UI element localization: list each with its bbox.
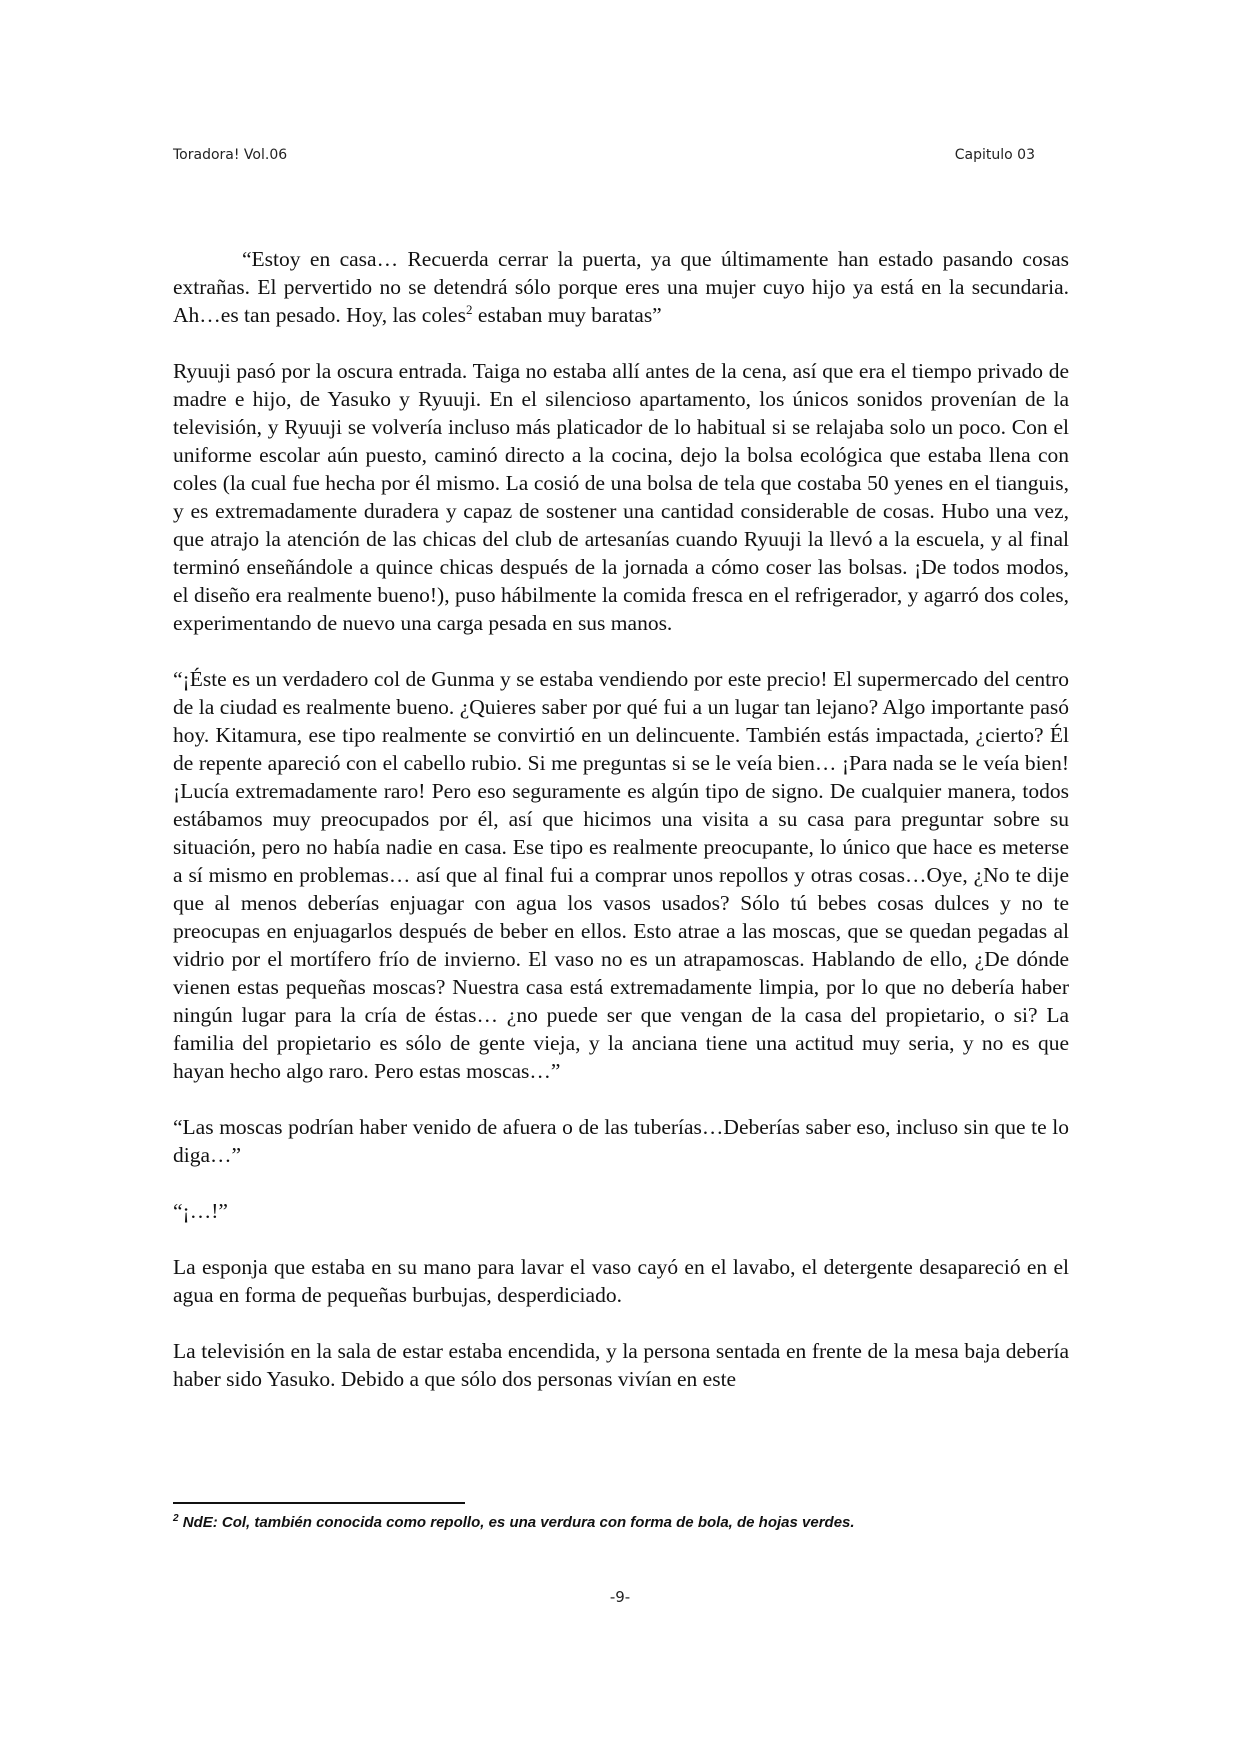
running-header [173,147,1035,163]
paragraph-2: Ryuuji pasó por la oscura entrada. Taiga no estaba allí antes de la cena, así que era el tiempo privado de madre e hijo, de Yasuko y Ryuuji. En el silencioso apartamento, los únicos sonidos provenían de la televisión, y Ryuuji se volvería incluso más platicador de lo habitual si se relajaba solo un poco. Con el uniforme escolar aún puesto, caminó directo a la cocina, dejo la bolsa ecológica que estaba llena con coles (la cual fue hecha por él mismo. La cosió de una bolsa de tela que costaba 50 yenes en el tianguis, y es extremadamente duradera y capaz de sostener una cantidad considerable de cosas. Hubo una vez, que atrajo la atención de las chicas del club de artesanías cuando Ryuuji la llevó a la escuela, y al final terminó enseñándole a quince chicas después de la jornada a cómo coser las bolsas. ¡De todos modos, el diseño era realmente bueno!), puso hábilmente la comida fresca en el refrigerador, y agarró dos coles, experimentando de nuevo una carga pesada en sus manos. [173,359,1069,635]
paragraph-4: “Las moscas podrían haber venido de afuera o de las tuberías…Deberías saber eso, incluso sin que te lo diga…” [173,1115,1069,1167]
footnote-text: NdE: Col, también conocida como repollo, es una verdura con forma de bola, de hojas verdes. [178,1514,855,1531]
paragraph-7: La televisión en la sala de estar estaba encendida, y la persona sentada en frente de la mesa baja debería haber sido Yasuko. Debido a que sólo dos personas vivían en este [173,1339,1069,1391]
footnote-number: 2 [173,1513,179,1524]
footnote [173,1514,1069,1531]
footnote-reference: 2 [465,301,473,317]
footnote-divider [173,1502,465,1504]
header-book-title: Toradora! Vol.06 [173,147,288,163]
paragraph-1-text-end: estaban muy baratas” [472,303,662,327]
paragraph-1-text: “Estoy en casa… Recuerda cerrar la puerta, ya que últimamente han estado pasando cosas extrañas. El pervertido no se detendrá sólo porque eres una mujer cuyo hijo ya está en la secundaria. Ah…es tan pesado. Hoy, las coles [173,247,1069,327]
paragraph-3: “¡Éste es un verdadero col de Gunma y se estaba vendiendo por este precio! El supermercado del centro de la ciudad es realmente bueno. ¿Quieres saber por qué fui a un lugar tan lejano? Algo importante pasó hoy. Kitamura, ese tipo realmente se convirtió en un delincuente. También estás impactada, ¿cierto? Él de repente apareció con el cabello rubio. Si me preguntas si se le veía bien… ¡Para nada se le veía bien! ¡Lucía extremadamente raro! Pero eso seguramente es algún tipo de signo. De cualquier manera, todos estábamos muy preocupados por él, así que hicimos una visita a su casa para preguntar sobre su situación, pero no había nadie en casa. Ese tipo es realmente preocupante, lo único que hace es meterse a sí mismo en problemas… así que al final fui a comprar unos repollos y otras cosas…Oye, ¿No te dije que al menos deberías enjuagar con agua los vasos usados? Sólo tú bebes cosas dulces y no te preocupas en enjuagarlos después de beber en ellos. Esto atrae a las moscas, que se quedan pegadas al vidrio por el mortífero frío de invierno. El vaso no es un atrapamoscas. Hablando de ello, ¿De dónde vienen estas pequeñas moscas? Nuestra casa está extremadamente limpia, por lo que no debería haber ningún lugar para la cría de éstas… ¿no puede ser que vengan de la casa del propietario, o si? La familia del propietario es sólo de gente vieja, y la anciana tiene una actitud muy seria, y no es que hayan hecho algo raro. Pero estas moscas…” [173,667,1069,1083]
paragraph-6: La esponja que estaba en su mano para lavar el vaso cayó en el lavabo, el detergente desapareció en el agua en forma de pequeñas burbujas, desperdiciado. [173,1255,1069,1307]
page-number: -9- [609,1588,631,1606]
header-chapter: Capitulo 03 [954,147,1035,163]
body-text [173,245,1069,1393]
paragraph-1 [173,245,1069,329]
paragraph-5: “¡…!” [173,1199,228,1223]
